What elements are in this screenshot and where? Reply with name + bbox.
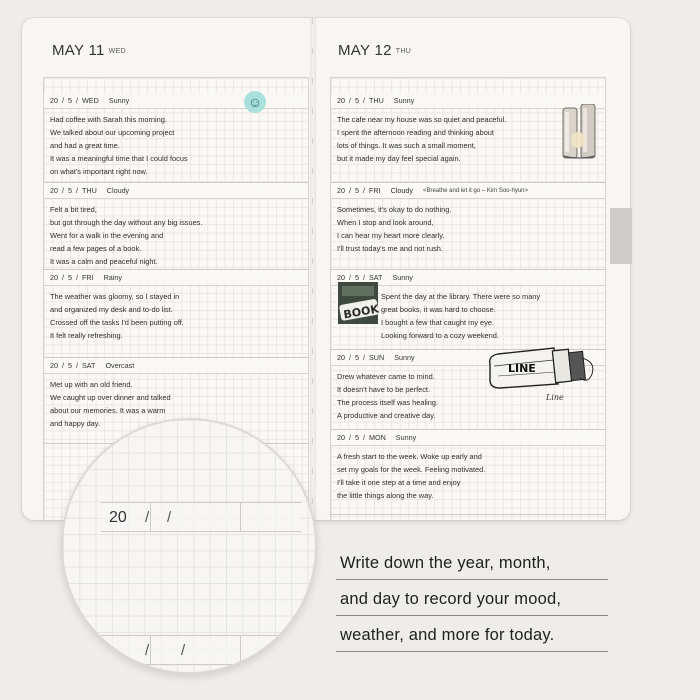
entry-date-header — [44, 358, 308, 374]
entry-year: 20 — [50, 186, 58, 195]
magnified-date-row-bottom — [101, 635, 301, 665]
entry-date-header — [331, 183, 605, 199]
entry-text: Met up with an old friend. We caught up over dinner and talked about our memories. It was a warm and happy day. — [50, 380, 171, 428]
entry-slash: / — [363, 433, 365, 442]
entry-weather: Cloudy — [390, 186, 413, 195]
entry-weather: Sunny — [395, 433, 417, 442]
entry-year: 20 — [337, 273, 345, 282]
left-dow-text: WED — [108, 47, 126, 55]
entry-weekday: SAT — [369, 273, 383, 282]
entry-weekday: THU — [82, 186, 97, 195]
entry-text: The cafe near my house was so quiet and peaceful. I spent the afternoon reading and thinking about lots of things. It was such a small moment, but it made my day feel special again. — [337, 115, 507, 163]
entry-weather: Rainy — [103, 273, 122, 282]
candles-sticker-icon — [560, 104, 600, 160]
entry-slash: / — [76, 96, 78, 105]
book-sticker-label: BOOK — [342, 302, 380, 322]
entry-slash: / — [363, 353, 365, 362]
entry-weekday: FRI — [82, 273, 94, 282]
entry-slash: / — [62, 186, 64, 195]
entry-date-header — [44, 270, 308, 286]
entry-month: 5 — [355, 353, 359, 362]
entry-date-header — [44, 93, 308, 109]
entry-slash: / — [62, 361, 64, 370]
entry-weekday: MON — [369, 433, 386, 442]
entry-weather: Overcast — [105, 361, 135, 370]
entry-month: 5 — [68, 186, 72, 195]
entry-year: 20 — [337, 433, 345, 442]
entry-weather: Sunny — [392, 273, 413, 282]
entry-year: 20 — [337, 353, 345, 362]
entry-month: 5 — [355, 433, 359, 442]
smiley-sticker-icon: ☺ — [244, 91, 266, 113]
entry-month: 5 — [68, 361, 72, 370]
entry-text: The weather was gloomy, so I stayed in and organized my desk and to-do list. Crossed off the tasks I'd been putting off. It felt really refreshing. — [50, 292, 184, 340]
page-tab — [610, 208, 632, 264]
entry-slash: / — [76, 361, 78, 370]
right-entry — [331, 183, 605, 270]
entry-weekday: WED — [82, 96, 99, 105]
entry-weather: Cloudy — [106, 186, 130, 195]
entry-year: 20 — [50, 273, 58, 282]
entry-slash: / — [363, 186, 365, 195]
mag-slash-2: / — [167, 509, 172, 526]
entry-weather: Sunny — [108, 96, 130, 105]
left-entry — [44, 270, 308, 358]
entry-slash: / — [349, 353, 351, 362]
mag-cell-year-2 — [101, 636, 151, 664]
magnifier-circle — [63, 420, 315, 672]
caption-line-2: and day to record your mood, — [336, 584, 608, 616]
entry-text: Sometimes, it's okay to do nothing. When I stop and look around, I can hear my heart more clearly. I'll trust today's me and not rush. — [337, 205, 452, 253]
entry-slash: / — [349, 273, 351, 282]
left-entry — [44, 93, 308, 183]
entry-year: 20 — [50, 96, 58, 105]
entry-month: 5 — [68, 273, 72, 282]
caption-line-3: weather, and more for today. — [336, 620, 608, 652]
entry-month: 5 — [355, 96, 359, 105]
entry-weekday: FRI — [369, 186, 381, 195]
left-entry — [44, 183, 308, 270]
book-sticker-icon — [336, 280, 380, 326]
entry-quote: <Breathe and let it go – Kim Soo-hyun> — [422, 187, 529, 194]
entry-weekday: THU — [369, 96, 384, 105]
tube-sticker-label: LINE — [508, 362, 536, 375]
entry-date-header — [331, 430, 605, 446]
entry-weekday: SAT — [82, 361, 96, 370]
mag-cell-day — [191, 503, 241, 531]
entry-text: Spent the day at the library. There were so many great books, it was hard to choose. I bought a few that caught my eye. Looking forward to a cozy weekend. — [381, 292, 541, 340]
entry-slash: / — [76, 186, 78, 195]
spine-stitch — [312, 18, 313, 520]
mag-slash-4: / — [181, 642, 186, 659]
entry-year: 20 — [337, 96, 345, 105]
tube-sticker-script: Line — [546, 393, 564, 402]
entry-slash: / — [363, 96, 365, 105]
left-date-text: MAY 11 — [52, 42, 105, 59]
entry-text: Felt a bit tired, but got through the day without any big issues. Went for a walk in the evening and read a few pages of a book. It was a calm and peaceful night. — [50, 205, 203, 266]
mag-year-prefix: 20 — [109, 509, 127, 526]
magnified-date-row-top — [101, 502, 301, 532]
right-page-date — [338, 42, 411, 59]
right-dow-text: THU — [395, 47, 412, 55]
left-page-date — [52, 42, 126, 59]
entry-slash: / — [363, 273, 365, 282]
entry-month: 5 — [68, 96, 72, 105]
right-date-text: MAY 12 — [338, 42, 392, 59]
mag-slash-3: / — [145, 642, 150, 659]
entry-month: 5 — [355, 273, 359, 282]
entry-weather: Sunny — [393, 96, 415, 105]
entry-weather: Sunny — [394, 353, 415, 362]
entry-date-header — [44, 183, 308, 199]
entry-slash: / — [76, 273, 78, 282]
entry-year: 20 — [337, 186, 345, 195]
entry-text: Drew whatever came to mind. It doesn't have to be perfect. The process itself was healing. A productive and creative day. — [337, 372, 439, 420]
entry-slash: / — [349, 96, 351, 105]
entry-year: 20 — [50, 361, 58, 370]
entry-slash: / — [349, 186, 351, 195]
right-page — [314, 18, 630, 520]
entry-text: Had coffee with Sarah this morning. We talked about our upcoming project and had a great time. It was a meaningful time that I could focus on what's important right now. — [50, 115, 188, 176]
right-entry — [331, 430, 605, 515]
mag-cell-day-2 — [191, 636, 241, 664]
mag-slash-1: / — [145, 509, 150, 526]
entry-slash: / — [62, 96, 64, 105]
caption-line-1: Write down the year, month, — [336, 548, 608, 580]
entry-weekday: SUN — [369, 353, 385, 362]
entry-text: A fresh start to the week. Woke up early and set my goals for the week. Feeling motivated. I'll take it one step at a time and enjoy the little things along the way. — [337, 452, 486, 500]
paint-tube-sticker-icon — [484, 344, 602, 404]
entry-month: 5 — [355, 186, 359, 195]
entry-slash: / — [62, 273, 64, 282]
entry-slash: / — [349, 433, 351, 442]
